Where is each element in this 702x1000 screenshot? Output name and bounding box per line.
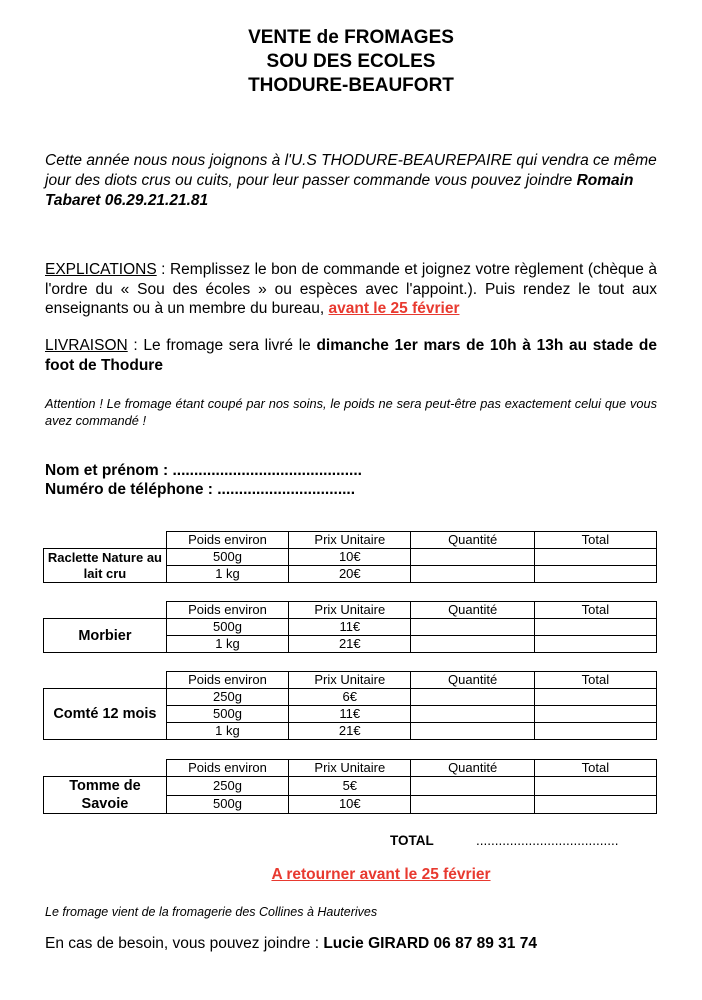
price-cell: 10€ <box>289 795 411 814</box>
price-cell: 11€ <box>289 619 411 636</box>
price-cell: 21€ <box>289 636 411 653</box>
weight-cell: 250g <box>166 689 288 706</box>
product-name: Morbier <box>44 619 167 653</box>
price-cell: 20€ <box>289 566 411 583</box>
explications-label: EXPLICATIONS <box>45 261 157 278</box>
product-name: Raclette Nature au lait cru <box>44 549 167 583</box>
total-cell[interactable] <box>534 619 656 636</box>
explications-text: : Remplissez le bon de commande et joignez votre règlement (chèque à l'ordre du « Sou des écoles » ou espèces avec l'appoint.). Puis rendez le tout aux enseignants ou à un membre du bureau, <box>45 261 657 317</box>
weight-cell: 500g <box>166 549 288 566</box>
table-header-row <box>44 760 657 777</box>
explications-deadline: avant le 25 février <box>328 300 460 317</box>
total-cell[interactable] <box>534 689 656 706</box>
qty-cell[interactable] <box>411 777 534 796</box>
title-line-2: SOU DES ECOLES <box>266 51 436 72</box>
header-qty: Quantité <box>411 532 534 549</box>
weight-cell: 1 kg <box>166 723 288 740</box>
qty-cell[interactable] <box>411 566 534 583</box>
qty-cell[interactable] <box>411 689 534 706</box>
livraison-paragraph <box>45 336 657 375</box>
header-qty: Quantité <box>411 602 534 619</box>
qty-cell[interactable] <box>411 636 534 653</box>
total-cell[interactable] <box>534 723 656 740</box>
intro-text: Cette année nous nous joignons à l'U.S THODURE-BEAUREPAIRE qui vendra ce même jour des diots crus ou cuits, pour leur passer commande vous pouvez joindre <box>45 152 657 189</box>
price-cell: 5€ <box>289 777 411 796</box>
livraison-details: dimanche 1er mars de 10h à 13h au stade de foot de Thodure <box>45 337 657 374</box>
total-cell[interactable] <box>534 706 656 723</box>
product-name: Comté 12 mois <box>44 689 167 740</box>
table-row <box>44 689 657 706</box>
qty-cell[interactable] <box>411 723 534 740</box>
product-table-morbier <box>43 601 657 653</box>
table-row <box>44 549 657 566</box>
weight-cell: 1 kg <box>166 566 288 583</box>
header-corner <box>44 672 167 689</box>
intro-contact: Romain Tabaret 06.29.21.21.81 <box>45 172 634 209</box>
intro-paragraph <box>45 151 657 211</box>
table-row <box>44 619 657 636</box>
title-line-1: VENTE de FROMAGES <box>248 27 454 48</box>
price-cell: 6€ <box>289 689 411 706</box>
header-price: Prix Unitaire <box>289 532 411 549</box>
product-table-raclette <box>43 531 657 583</box>
table-header-row <box>44 602 657 619</box>
contact-line <box>45 935 537 953</box>
product-table-comte <box>43 671 657 740</box>
header-total: Total <box>534 532 656 549</box>
qty-cell[interactable] <box>411 706 534 723</box>
qty-cell[interactable] <box>411 619 534 636</box>
total-cell[interactable] <box>534 566 656 583</box>
header-corner <box>44 532 167 549</box>
return-note: A retourner avant le 25 février <box>271 866 491 883</box>
qty-cell[interactable] <box>411 795 534 814</box>
weight-cell: 500g <box>166 795 288 814</box>
name-field[interactable]: Nom et prénom : ............................................ <box>45 462 362 479</box>
table-header-row <box>44 672 657 689</box>
header-corner <box>44 760 167 777</box>
header-price: Prix Unitaire <box>289 760 411 777</box>
total-cell[interactable] <box>534 777 656 796</box>
document-title <box>0 26 702 98</box>
total-cell[interactable] <box>534 795 656 814</box>
livraison-label: LIVRAISON <box>45 337 128 354</box>
price-cell: 21€ <box>289 723 411 740</box>
header-price: Prix Unitaire <box>289 672 411 689</box>
price-cell: 10€ <box>289 549 411 566</box>
weight-cell: 250g <box>166 777 288 796</box>
weight-cell: 1 kg <box>166 636 288 653</box>
contact-text: En cas de besoin, vous pouvez joindre : <box>45 935 324 952</box>
total-field[interactable]: ...................................... <box>476 833 619 848</box>
order-fields <box>45 461 362 499</box>
total-cell[interactable] <box>534 549 656 566</box>
origin-note: Le fromage vient de la fromagerie des Collines à Hauterives <box>45 905 378 919</box>
header-weight: Poids environ <box>166 602 288 619</box>
table-header-row <box>44 532 657 549</box>
header-total: Total <box>534 602 656 619</box>
contact-name: Lucie GIRARD 06 87 89 31 74 <box>323 935 537 952</box>
livraison-text: : Le fromage sera livré le <box>127 337 317 354</box>
header-qty: Quantité <box>411 672 534 689</box>
product-name: Tomme de Savoie <box>44 777 167 814</box>
qty-cell[interactable] <box>411 549 534 566</box>
attention-note: Attention ! Le fromage étant coupé par nos soins, le poids ne sera peut-être pas exactement celui que vous avez commandé ! <box>45 396 657 428</box>
explications-paragraph <box>45 260 657 319</box>
header-price: Prix Unitaire <box>289 602 411 619</box>
header-weight: Poids environ <box>166 760 288 777</box>
price-cell: 11€ <box>289 706 411 723</box>
phone-field[interactable]: Numéro de téléphone : ................................ <box>45 481 356 498</box>
table-row <box>44 777 657 796</box>
header-weight: Poids environ <box>166 672 288 689</box>
weight-cell: 500g <box>166 706 288 723</box>
header-weight: Poids environ <box>166 532 288 549</box>
total-label: TOTAL <box>390 833 434 848</box>
weight-cell: 500g <box>166 619 288 636</box>
product-table-tomme <box>43 759 657 814</box>
title-line-3: THODURE-BEAUFORT <box>248 75 454 96</box>
header-corner <box>44 602 167 619</box>
header-total: Total <box>534 672 656 689</box>
header-total: Total <box>534 760 656 777</box>
total-cell[interactable] <box>534 636 656 653</box>
header-qty: Quantité <box>411 760 534 777</box>
